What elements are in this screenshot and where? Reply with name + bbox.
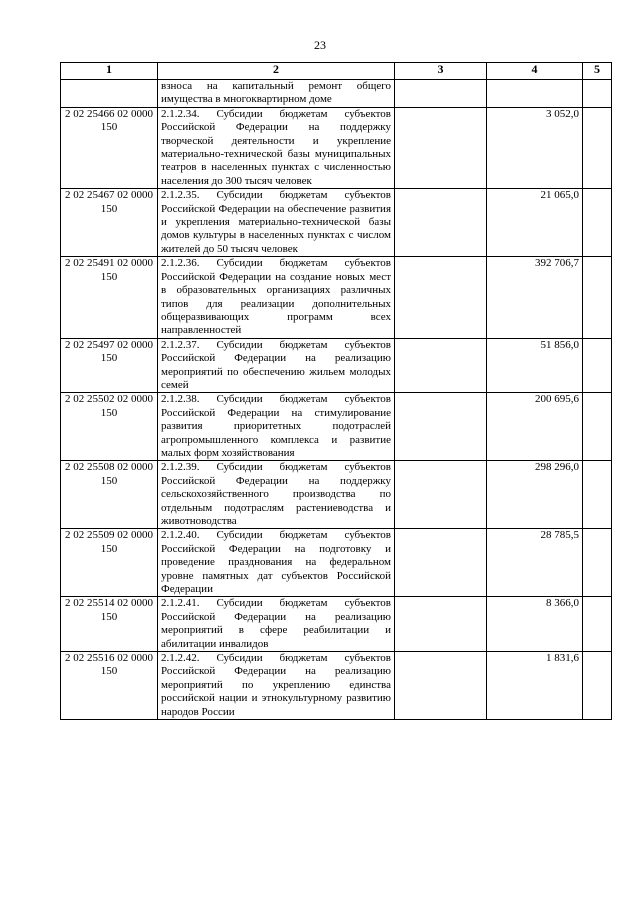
row-col3 — [395, 107, 487, 188]
row-amount: 8 366,0 — [487, 597, 583, 652]
row-col3 — [395, 461, 487, 529]
page-number: 23 — [314, 38, 326, 52]
row-description: 2.1.2.35. Субсидии бюджетам субъектов Российской Федерации на обеспечение развития и укрепления материально-технической базы домов культуры в населенных пунктах с числом жителей до 50 тысяч человек — [158, 189, 395, 257]
row-amount: 298 296,0 — [487, 461, 583, 529]
table-row — [61, 107, 612, 188]
header-col-1: 1 — [61, 63, 158, 80]
continuation-code — [61, 80, 158, 108]
row-description: 2.1.2.37. Субсидии бюджетам субъектов Российской Федерации на реализацию мероприятий по обеспечению жильем молодых семей — [158, 338, 395, 393]
row-col5 — [583, 461, 612, 529]
table-row — [61, 393, 612, 461]
row-description: 2.1.2.42. Субсидии бюджетам субъектов Российской Федерации на реализацию мероприятий по укреплению единства российской нации и этнокультурному развитию народов России — [158, 652, 395, 720]
table-row — [61, 257, 612, 338]
row-col3 — [395, 189, 487, 257]
row-description: 2.1.2.36. Субсидии бюджетам субъектов Российской Федерации на создание новых мест в образовательных организациях различных типов для реализации дополнительных общеразвивающих программ всех направленностей — [158, 257, 395, 338]
table-row — [61, 189, 612, 257]
continuation-amount — [487, 80, 583, 108]
header-col-4: 4 — [487, 63, 583, 80]
continuation-col5 — [583, 80, 612, 108]
row-code: 2 02 25516 02 0000 150 — [61, 652, 158, 720]
row-col3 — [395, 338, 487, 393]
table-row — [61, 597, 612, 652]
row-col5 — [583, 257, 612, 338]
row-col3 — [395, 393, 487, 461]
row-code: 2 02 25509 02 0000 150 — [61, 529, 158, 597]
row-description: 2.1.2.39. Субсидии бюджетам субъектов Российской Федерации на поддержку сельскохозяйственного производства по отдельным подотраслям растениеводства и животноводства — [158, 461, 395, 529]
row-col5 — [583, 338, 612, 393]
continuation-description: взноса на капитальный ремонт общего имущества в многоквартирном доме — [158, 80, 395, 108]
row-description: 2.1.2.34. Субсидии бюджетам субъектов Российской Федерации на поддержку творческой деятельности и укрепление материально-технической базы муниципальных театров в населенных пунктах с численностью населения до 300 тысяч человек — [158, 107, 395, 188]
header-row — [61, 63, 612, 80]
continuation-col3 — [395, 80, 487, 108]
budget-table — [60, 62, 612, 720]
row-amount: 3 052,0 — [487, 107, 583, 188]
continuation-row — [61, 80, 612, 108]
row-code: 2 02 25514 02 0000 150 — [61, 597, 158, 652]
row-amount: 1 831,6 — [487, 652, 583, 720]
row-col5 — [583, 107, 612, 188]
row-code: 2 02 25508 02 0000 150 — [61, 461, 158, 529]
row-col3 — [395, 257, 487, 338]
row-col3 — [395, 529, 487, 597]
row-col5 — [583, 189, 612, 257]
row-code: 2 02 25497 02 0000 150 — [61, 338, 158, 393]
table-row — [61, 529, 612, 597]
header-col-2: 2 — [158, 63, 395, 80]
row-code: 2 02 25491 02 0000 150 — [61, 257, 158, 338]
row-col3 — [395, 597, 487, 652]
row-code: 2 02 25502 02 0000 150 — [61, 393, 158, 461]
row-description: 2.1.2.40. Субсидии бюджетам субъектов Российской Федерации на подготовку и проведение празднования на федеральном уровне памятных дат субъектов Российской Федерации — [158, 529, 395, 597]
row-col5 — [583, 597, 612, 652]
row-col5 — [583, 652, 612, 720]
row-description: 2.1.2.41. Субсидии бюджетам субъектов Российской Федерации на реализацию мероприятий в сфере реабилитации и абилитации инвалидов — [158, 597, 395, 652]
row-amount: 200 695,6 — [487, 393, 583, 461]
row-amount: 392 706,7 — [487, 257, 583, 338]
row-amount: 21 065,0 — [487, 189, 583, 257]
table-row — [61, 461, 612, 529]
row-amount: 51 856,0 — [487, 338, 583, 393]
table-row — [61, 652, 612, 720]
row-code: 2 02 25466 02 0000 150 — [61, 107, 158, 188]
header-col-3: 3 — [395, 63, 487, 80]
row-col3 — [395, 652, 487, 720]
row-col5 — [583, 529, 612, 597]
row-col5 — [583, 393, 612, 461]
header-col-5: 5 — [583, 63, 612, 80]
table-row — [61, 338, 612, 393]
row-code: 2 02 25467 02 0000 150 — [61, 189, 158, 257]
row-amount: 28 785,5 — [487, 529, 583, 597]
row-description: 2.1.2.38. Субсидии бюджетам субъектов Российской Федерации на стимулирование развития приоритетных подотраслей агропромышленного комплекса и развитие малых форм хозяйствования — [158, 393, 395, 461]
